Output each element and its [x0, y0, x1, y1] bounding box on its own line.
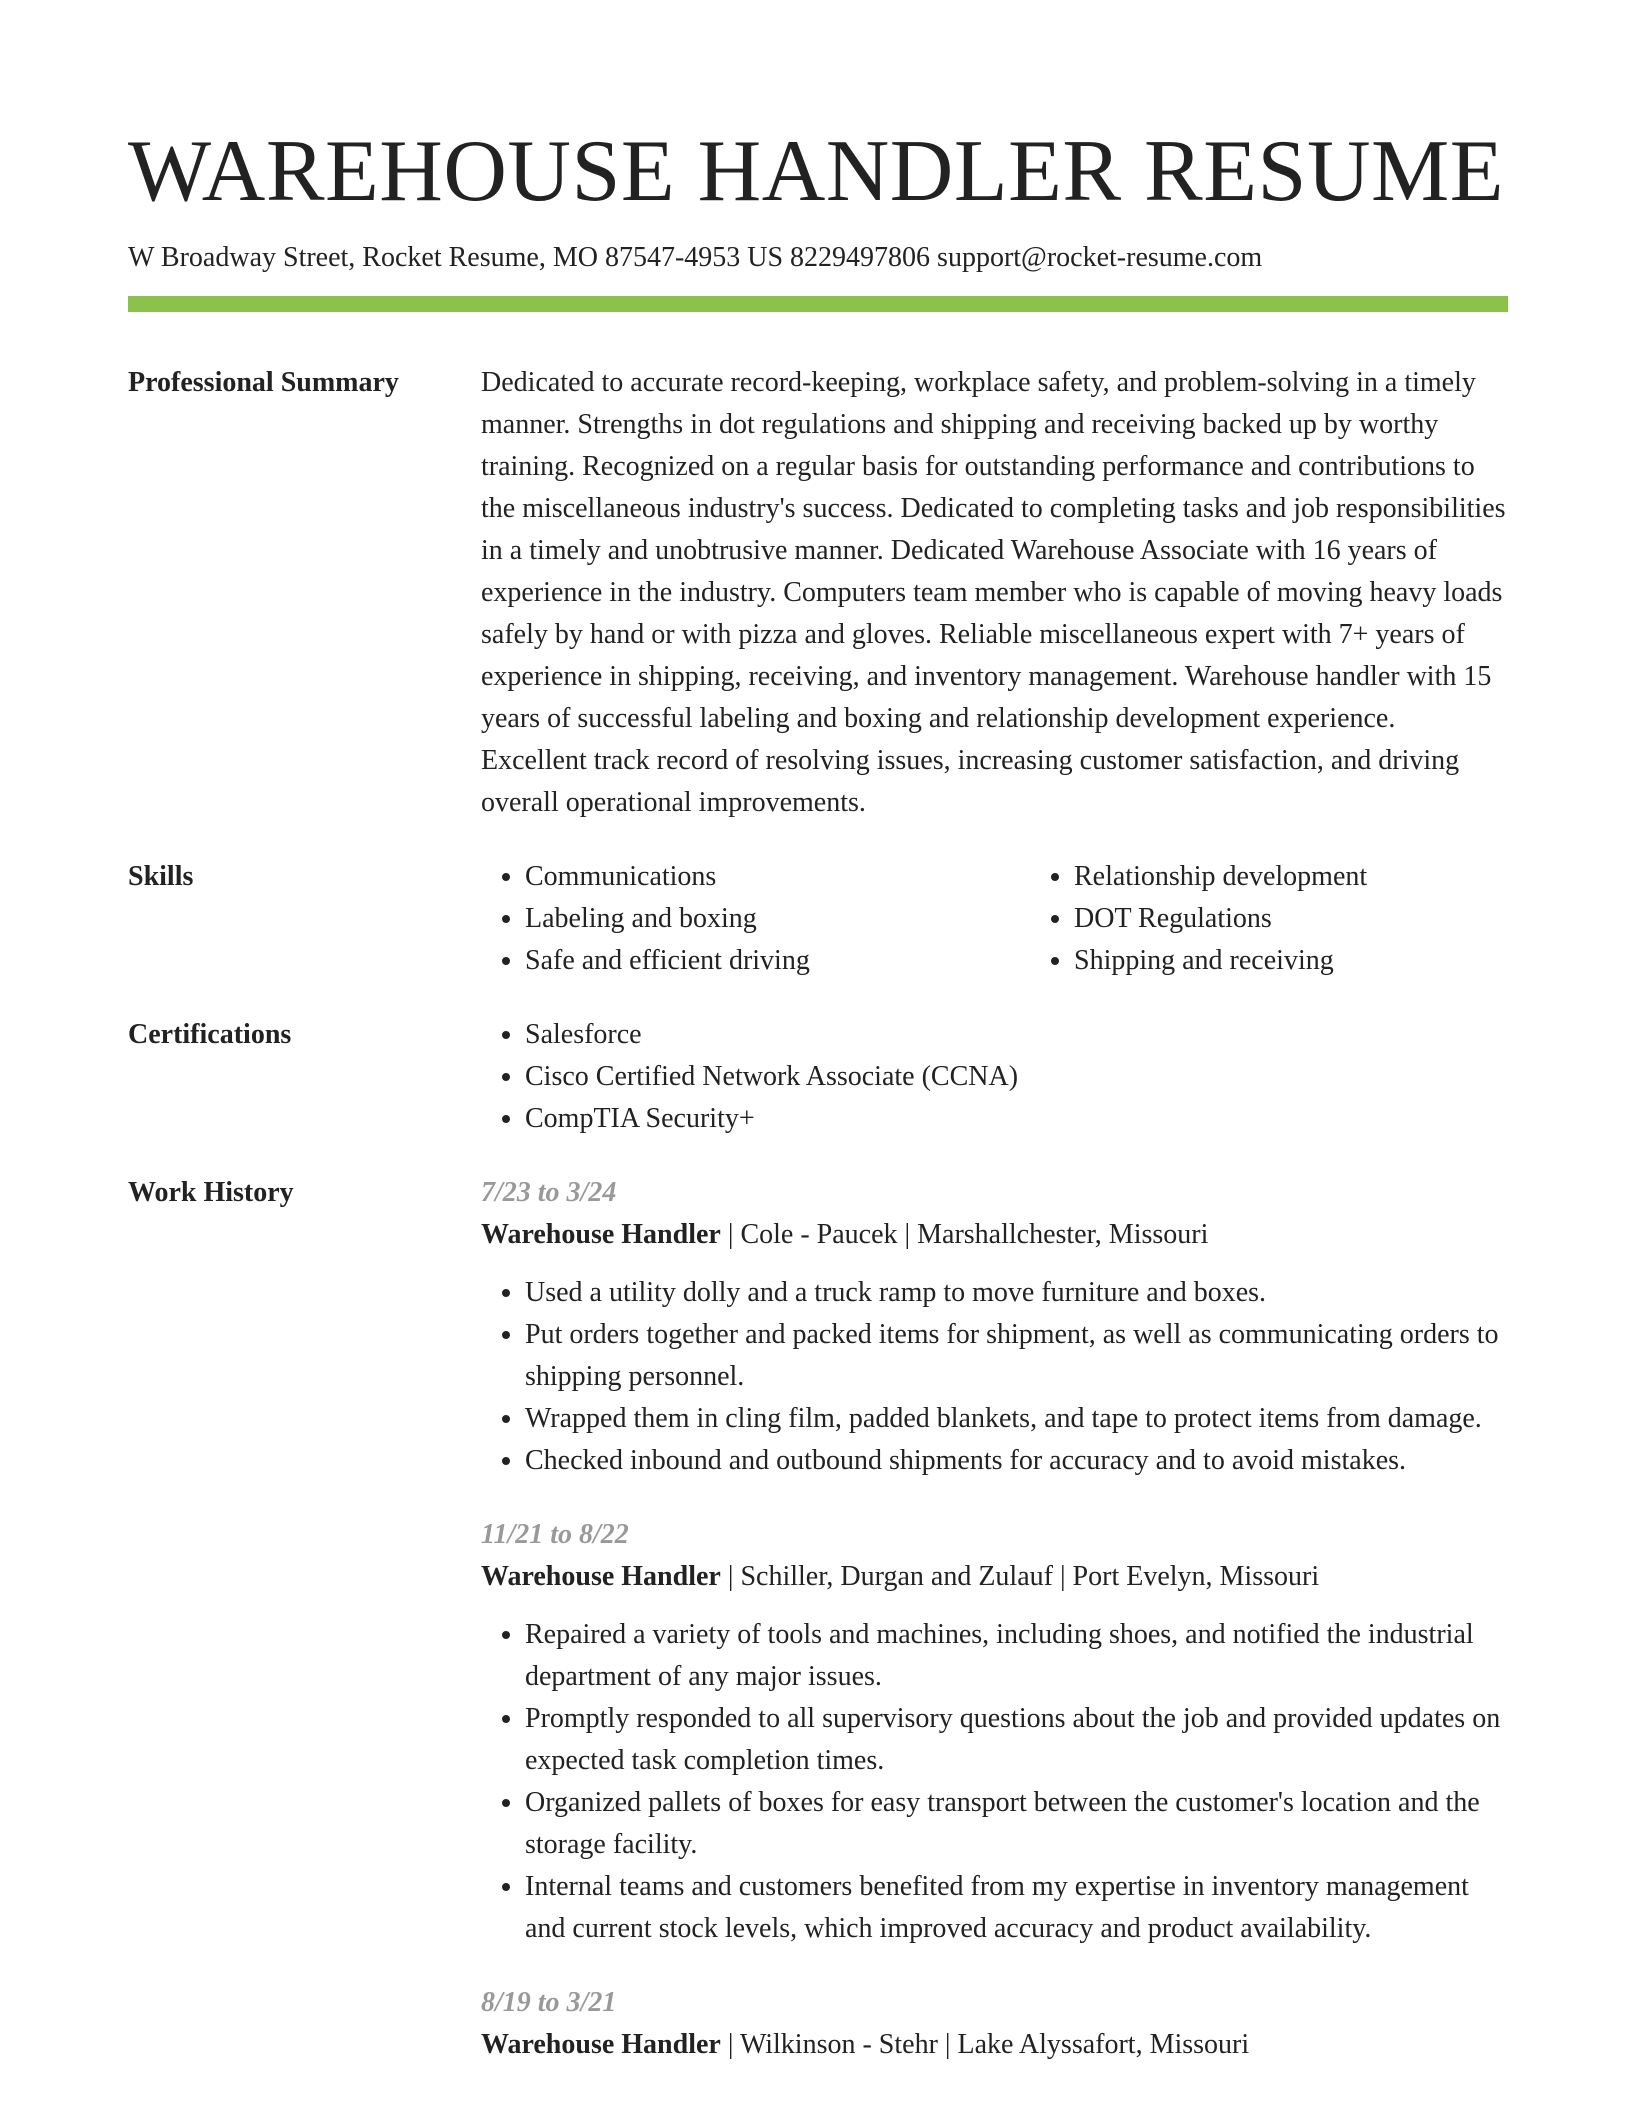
section-label-work-history: Work History — [128, 1177, 294, 1208]
skills-list-right — [1030, 856, 1579, 982]
job-title: Warehouse Handler — [481, 1561, 721, 1592]
job-bullet: • Internal teams and customers benefited from my expertise in inventory management and current stock levels, which improved accuracy and product availability. — [525, 1866, 1508, 1950]
header-divider — [128, 296, 1508, 312]
job-heading — [481, 2024, 1508, 2066]
job-date: 11/21 to 8/22 — [481, 1519, 629, 1550]
job-bullet: • Promptly responded to all supervisory questions about the job and provided updates on expected task completion times. — [525, 1698, 1508, 1782]
job-date: 8/19 to 3/21 — [481, 1987, 617, 2018]
skills-list-left — [481, 856, 1030, 982]
job-bullet: • Organized pallets of boxes for easy transport between the customer's location and the storage facility. — [525, 1782, 1508, 1866]
job-bullet: • Checked inbound and outbound shipments for accuracy and to avoid mistakes. — [525, 1440, 1508, 1482]
job-bullet: • Put orders together and packed items for shipment, as well as communicating orders to shipping personnel. — [525, 1314, 1508, 1398]
skills-grid — [481, 856, 1508, 982]
resume-title: WAREHOUSE HANDLER RESUME — [128, 123, 1504, 220]
job-entry — [481, 1982, 1508, 2066]
job-title: Warehouse Handler — [481, 2029, 721, 2060]
skill-item: • DOT Regulations — [1074, 898, 1579, 940]
skill-item: • Shipping and receiving — [1074, 940, 1579, 982]
job-bullet-list — [481, 1614, 1508, 1950]
certification-item: • Cisco Certified Network Associate (CCNA) — [525, 1056, 1508, 1098]
contact-line: W Broadway Street, Rocket Resume, MO 87547-4953 US 8229497806 support@rocket-resume.com — [128, 242, 1263, 273]
job-bullet: • Used a utility dolly and a truck ramp to move furniture and boxes. — [525, 1272, 1508, 1314]
work-history-body — [481, 1172, 1508, 2066]
job-entry — [481, 1172, 1508, 1482]
certification-item: • CompTIA Security+ — [525, 1098, 1508, 1140]
summary-body — [481, 362, 1508, 824]
professional-summary-section — [128, 362, 1508, 824]
job-details: | Cole - Paucek | Marshallchester, Missouri — [720, 1219, 1209, 1250]
job-bullet: • Repaired a variety of tools and machines, including shoes, and notified the industrial department of any major issues. — [525, 1614, 1508, 1698]
summary-text: Dedicated to accurate record-keeping, workplace safety, and problem-solving in a timely manner. Strengths in dot regulations and shipping and receiving backed up by worthy training. Recognized on a regular basis for outstanding performance and contributions to the miscellaneous industry's success. Dedicated to completing tasks and job responsibilities in a timely and unobtrusive manner. Dedicated Warehouse Associate with 16 years of experience in the industry. Computers team member who is capable of moving heavy loads safely by hand or with pizza and gloves. Reliable miscellaneous expert with 7+ years of experience in shipping, receiving, and inventory management. Warehouse handler with 15 years of successful labeling and boxing and relationship development experience. Excellent track record of resolving issues, increasing customer satisfaction, and driving overall operational improvements. — [481, 367, 1506, 818]
certification-item: • Salesforce — [525, 1014, 1508, 1056]
job-bullet: • Wrapped them in cling film, padded blankets, and tape to protect items from damage. — [525, 1398, 1508, 1440]
job-entry — [481, 1514, 1508, 1950]
resume-page — [128, 0, 1508, 2066]
section-label-skills: Skills — [128, 861, 194, 892]
certifications-body — [481, 1014, 1508, 1140]
job-bullet-list — [481, 1272, 1508, 1482]
section-label-summary: Professional Summary — [128, 367, 399, 398]
certifications-section — [128, 1014, 1508, 1140]
job-heading — [481, 1214, 1508, 1256]
job-title: Warehouse Handler — [481, 1219, 721, 1250]
job-details: | Schiller, Durgan and Zulauf | Port Evelyn, Missouri — [720, 1561, 1320, 1592]
job-heading — [481, 1556, 1508, 1598]
section-label-certifications: Certifications — [128, 1019, 292, 1050]
job-details: | Wilkinson - Stehr | Lake Alyssafort, Missouri — [720, 2029, 1250, 2060]
certifications-list — [481, 1014, 1508, 1140]
job-date: 7/23 to 3/24 — [481, 1177, 617, 1208]
skill-item: • Communications — [525, 856, 1030, 898]
skills-section — [128, 856, 1508, 982]
skill-item: • Relationship development — [1074, 856, 1579, 898]
work-history-section — [128, 1172, 1508, 2066]
skill-item: • Labeling and boxing — [525, 898, 1030, 940]
skill-item: • Safe and efficient driving — [525, 940, 1030, 982]
